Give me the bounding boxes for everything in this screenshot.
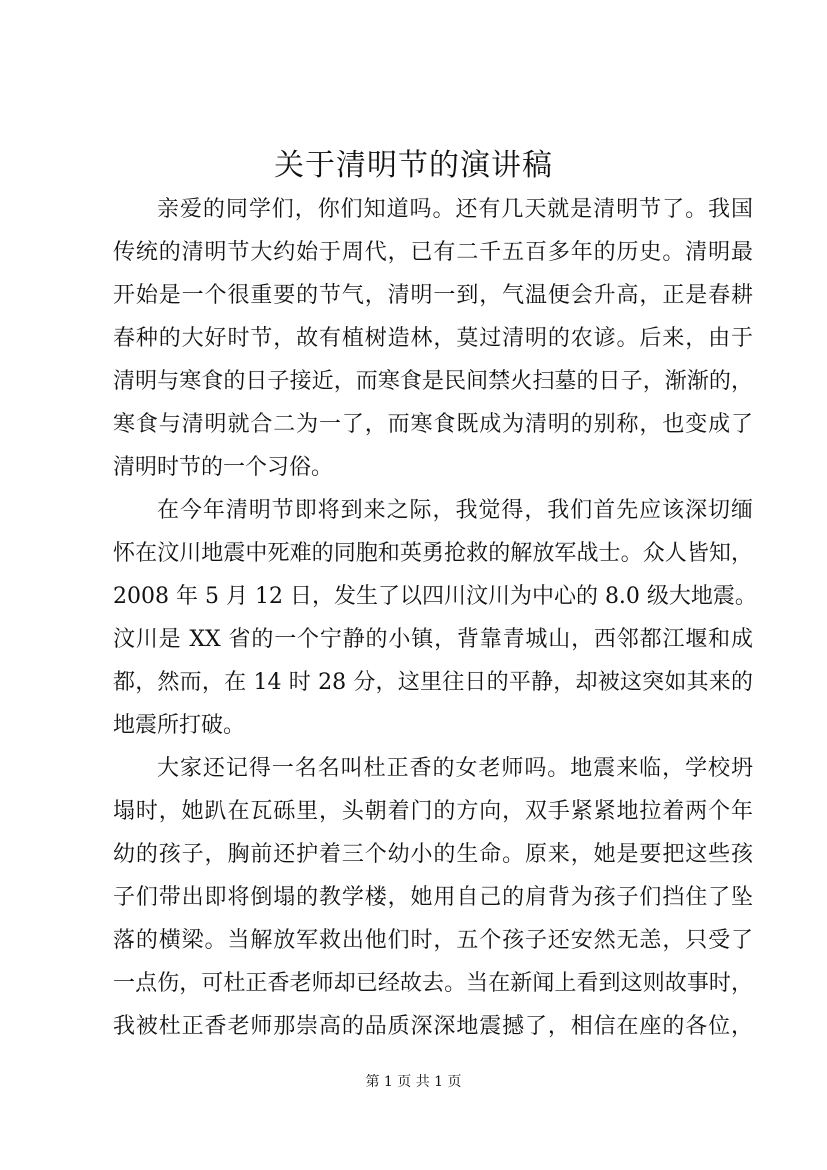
paragraph-1-line-5: 清明与寒食的日子接近，而寒食是民间禁火扫墓的日子，渐渐的， <box>113 369 753 394</box>
paragraph-1-line-2: 传统的清明节大约始于周代，已有二千五百多年的历史。清明最 <box>113 240 753 265</box>
paragraph-3-line-7: 我被杜正香老师那崇高的品质深深地震撼了，相信在座的各位， <box>113 1014 753 1039</box>
paragraph-2-line-5: 都，然而，在 14 时 28 分，这里往日的平静，却被这突如其来的 <box>113 670 753 695</box>
paragraph-1-line-7: 清明时节的一个习俗。 <box>113 455 334 480</box>
page-footer: 第 1 页 共 1 页 <box>365 1074 462 1090</box>
paragraph-3-line-5: 落的横梁。当解放军救出他们时，五个孩子还安然无恙，只受了 <box>113 928 753 953</box>
paragraph-3-line-1: 大家还记得一名名叫杜正香的女老师吗。地震来临，学校坍 <box>157 756 753 781</box>
paragraph-2-line-3: 2008 年 5 月 12 日，发生了以四川汶川为中心的 8.0 级大地震。 <box>113 584 757 609</box>
paragraph-1-line-6: 寒食与清明就合二为一了，而寒食既成为清明的别称，也变成了 <box>113 412 753 437</box>
paragraph-3-line-6: 一点伤，可杜正香老师却已经故去。当在新闻上看到这则故事时， <box>113 971 753 996</box>
paragraph-3-line-3: 幼的孩子，胸前还护着三个幼小的生命。原来，她是要把这些孩 <box>113 842 753 867</box>
paragraph-3-line-4: 子们带出即将倒塌的教学楼，她用自己的肩背为孩子们挡住了坠 <box>113 885 753 910</box>
paragraph-2-line-1: 在今年清明节即将到来之际，我觉得，我们首先应该深切缅 <box>157 498 753 523</box>
paragraph-2-line-2: 怀在汶川地震中死难的同胞和英勇抢救的解放军战士。众人皆知， <box>113 541 753 566</box>
paragraph-1-line-1: 亲爱的同学们，你们知道吗。还有几天就是清明节了。我国 <box>157 197 753 222</box>
paragraph-3-line-2: 塌时，她趴在瓦砾里，头朝着门的方向，双手紧紧地拉着两个年 <box>113 799 753 824</box>
paragraph-1-line-3: 开始是一个很重要的节气，清明一到，气温便会升高，正是春耕 <box>113 283 753 308</box>
paragraph-2-line-6: 地震所打破。 <box>113 713 246 738</box>
paragraph-2-line-4: 汶川是 XX 省的一个宁静的小镇，背靠青城山，西邻都江堰和成 <box>113 627 753 652</box>
paragraph-1-line-4: 春种的大好时节，故有植树造林，莫过清明的农谚。后来，由于 <box>113 326 753 351</box>
document-title: 关于清明节的演讲稿 <box>274 148 553 183</box>
